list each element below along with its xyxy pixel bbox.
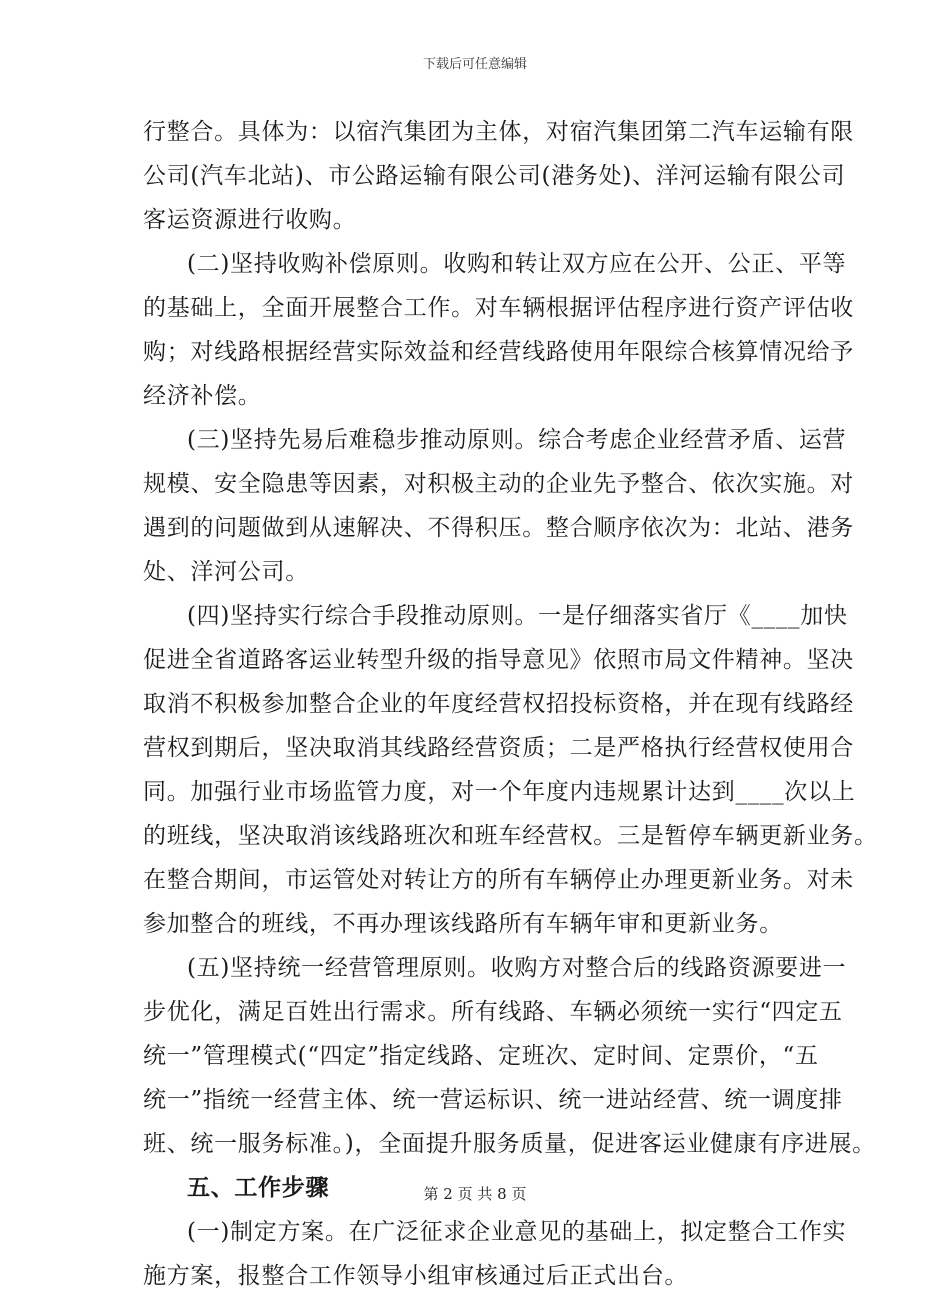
text-line: 在整合期间，市运管处对转让方的所有车辆停止办理更新业务。对未 xyxy=(143,867,854,893)
text-line: 参加整合的班线，不再办理该线路所有车辆年审和更新业务。 xyxy=(143,911,783,937)
document-body xyxy=(143,110,878,1298)
text-line: 统一”指统一经营主体、统一营运标识、统一进站经营、统一调度排 xyxy=(143,1087,843,1113)
text-line: 营权到期后，坚决取消其线路经营资质；二是严格执行经营权使用合 xyxy=(143,735,854,761)
text-line: 促进全省道路客运业转型升级的指导意见》依照市局文件精神。坚决 xyxy=(143,647,854,673)
page-footer: 第 2 页 共 8 页 xyxy=(423,1185,527,1203)
text-line: 步优化，满足百姓出行需求。所有线路、车辆必须统一实行“四定五 xyxy=(143,999,843,1025)
text-line: 的班线，坚决取消该线路班次和班车经营权。三是暂停车辆更新业务。 xyxy=(143,823,878,849)
text-line: 班、统一服务标准。)，全面提升服务质量，促进客运业健康有序进展。 xyxy=(143,1131,876,1157)
text-line: (五)坚持统一经营管理原则。收购方对整合后的线路资源要进一 xyxy=(187,955,847,981)
text-line: (一)制定方案。在广泛征求企业意见的基础上，拟定整合工作实 xyxy=(187,1219,847,1245)
section-heading: 五、工作步骤 xyxy=(187,1174,330,1201)
text-line: 同。加强行业市场监管力度，对一个年度内违规累计达到____次以上 xyxy=(143,779,856,805)
text-line: 取消不积极参加整合企业的年度经营权招投标资格，并在现有线路经 xyxy=(143,691,854,717)
page-header: 下载后可任意编辑 xyxy=(422,57,527,72)
text-line: (三)坚持先易后难稳步推动原则。综合考虑企业经营矛盾、运营 xyxy=(187,427,847,453)
text-line: 规模、安全隐患等因素，对积极主动的企业先予整合、依次实施。对 xyxy=(143,471,854,497)
text-line: 统一”管理模式(“四定”指定线路、定班次、定时间、定票价，“五 xyxy=(143,1043,819,1069)
text-line: 客运资源进行收购。 xyxy=(143,207,357,233)
text-line: 购；对线路根据经营实际效益和经营线路使用年限综合核算情况给予 xyxy=(143,339,854,365)
text-line: 经济补偿。 xyxy=(143,383,262,409)
text-line: 施方案，报整合工作领导小组审核通过后正式出台。 xyxy=(143,1263,689,1289)
text-line: 公司(汽车北站)、市公路运输有限公司(港务处)、洋河运输有限公司 xyxy=(143,163,846,189)
text-line: (二)坚持收购补偿原则。收购和转让双方应在公开、公正、平等 xyxy=(187,251,847,277)
text-line: 行整合。具体为：以宿汽集团为主体，对宿汽集团第二汽车运输有限 xyxy=(143,119,854,145)
text-line: (四)坚持实行综合手段推动原则。一是仔细落实省厅《____加快 xyxy=(187,603,848,629)
text-line: 处、洋河公司。 xyxy=(143,559,309,585)
text-line: 的基础上，全面开展整合工作。对车辆根据评估程序进行资产评估收 xyxy=(143,295,854,321)
text-line: 遇到的问题做到从速解决、不得积压。整合顺序依次为：北站、港务 xyxy=(143,515,854,541)
